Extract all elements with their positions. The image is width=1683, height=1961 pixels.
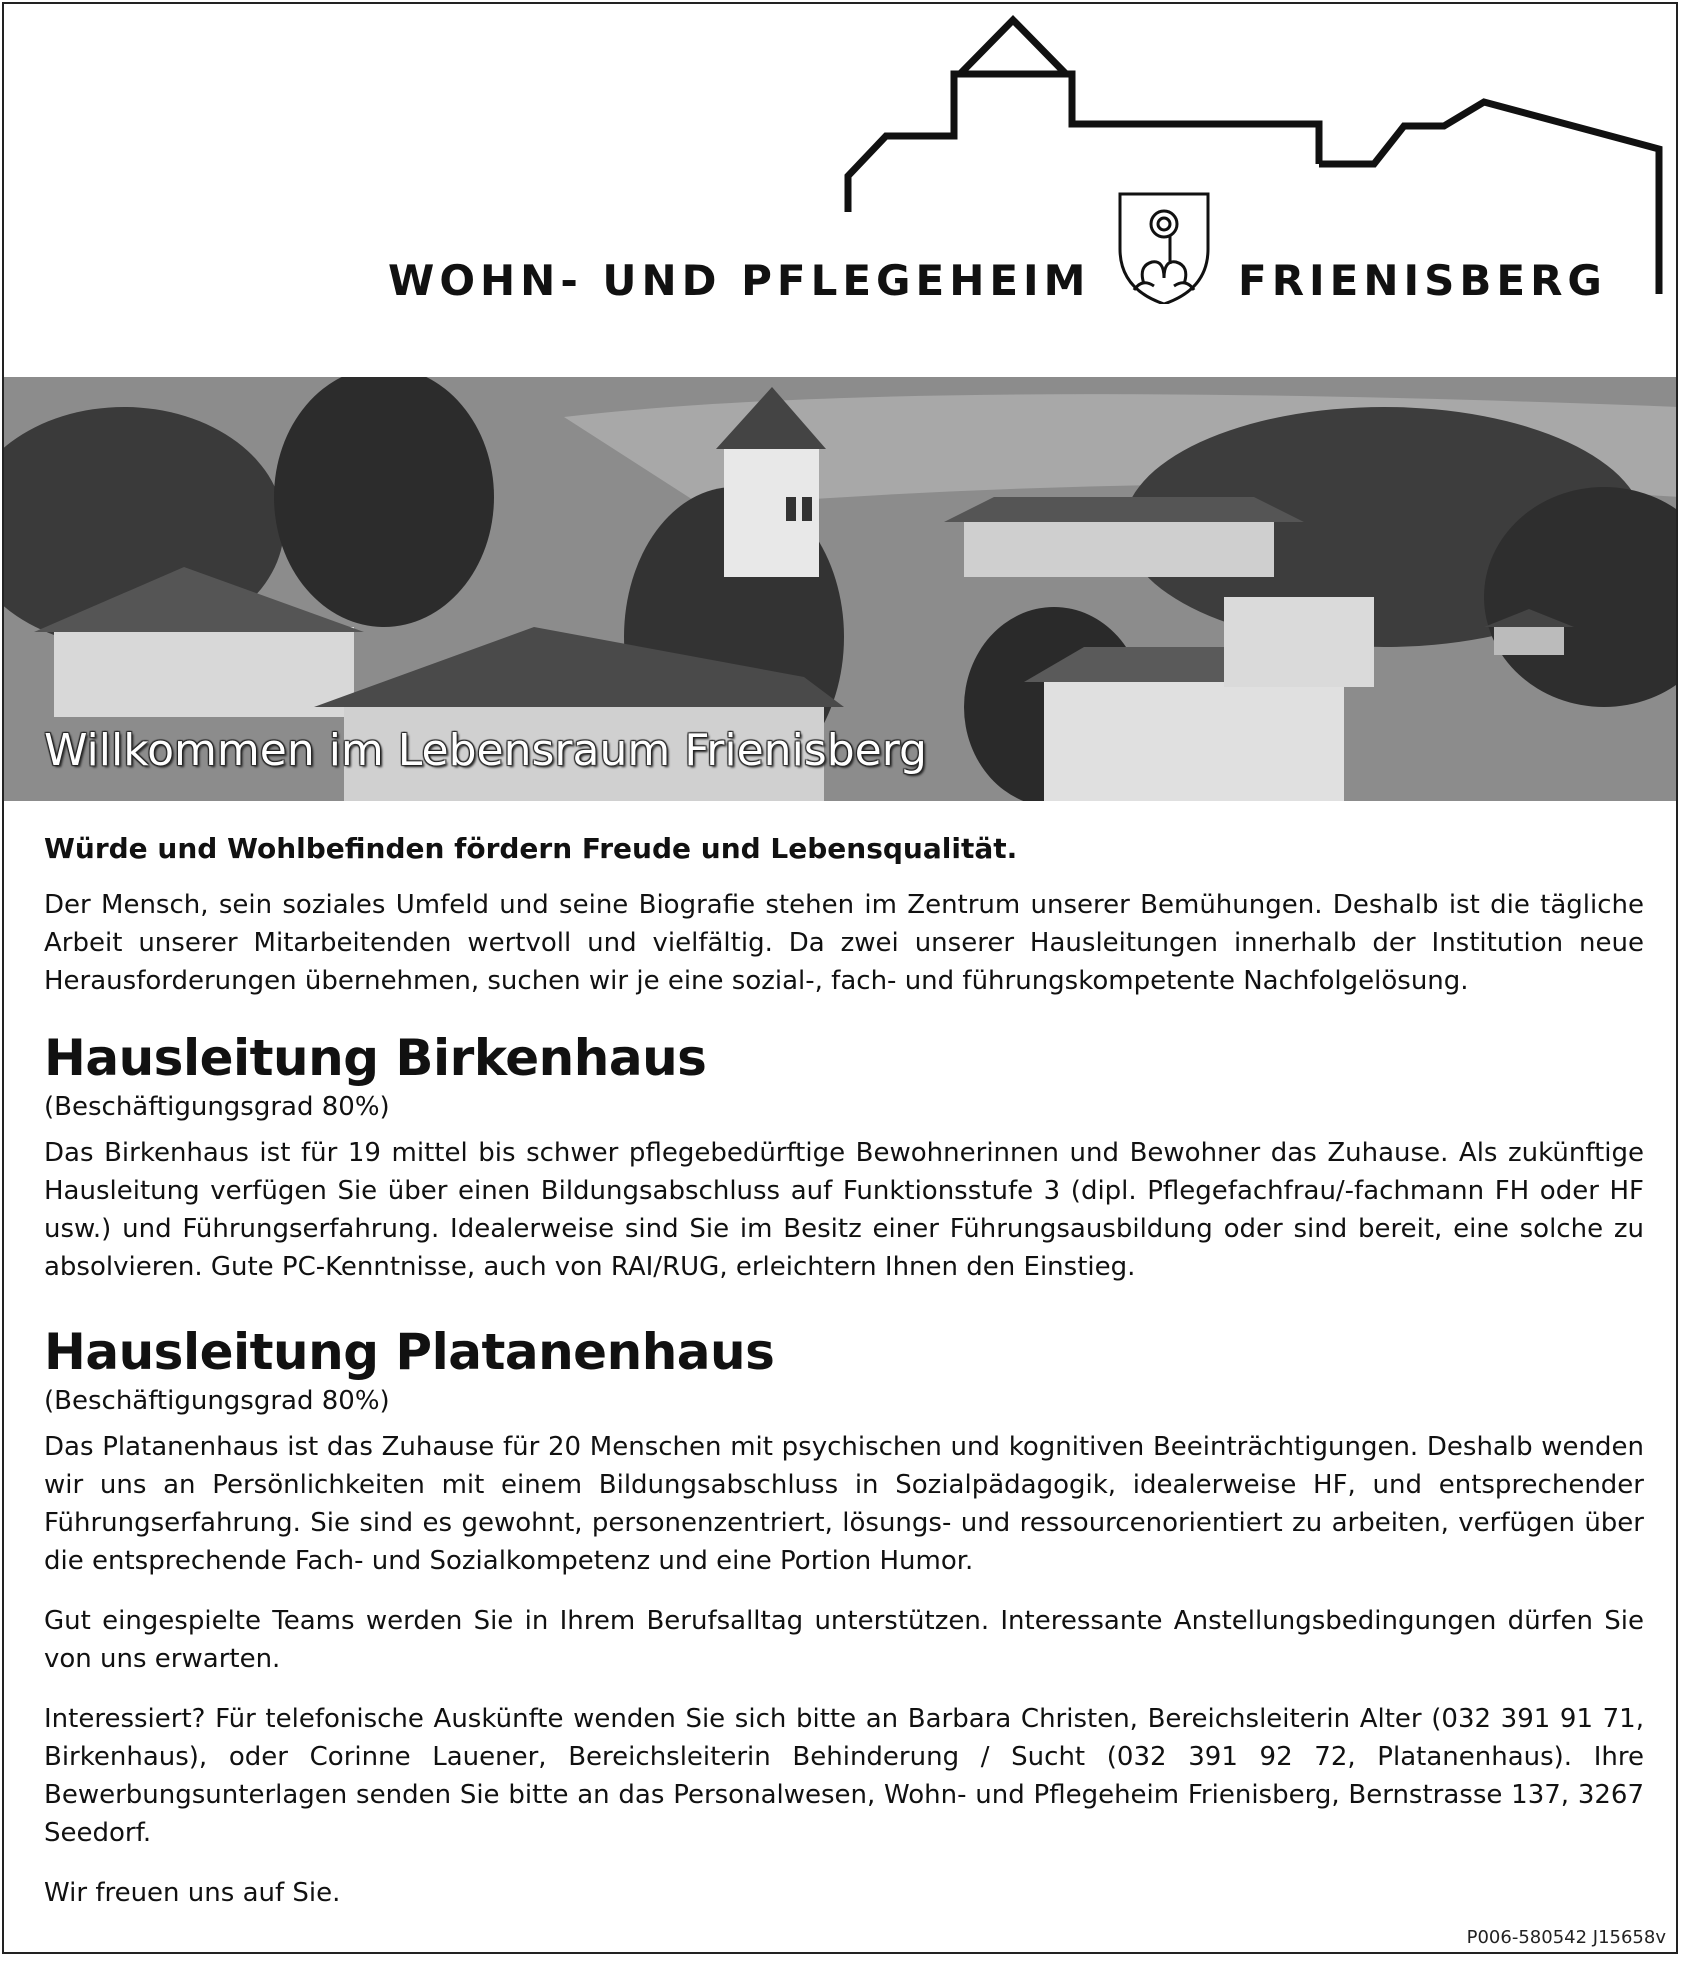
logo-text-left: WOHN- UND PFLEGEHEIM — [388, 256, 1091, 305]
job-title-platanenhaus: Hausleitung Platanenhaus — [44, 1323, 775, 1381]
intro-text: Der Mensch, sein soziales Umfeld und seine Biografie stehen im Zentrum unserer Bemühungen. Deshalb ist die tägliche Arbeit unserer Mitarbeitenden wertvoll und vielfältig. Da zwei unserer Hausleitungen innerhalb der Institution neue Herausforderungen übernehmen, suchen wir je eine sozial-, fach- und führungskompetente Nachfolgelösung. — [44, 890, 1644, 996]
teams-text: Gut eingespielte Teams werden Sie in Ihrem Berufsalltag unterstützen. Interessante Anstellungsbedingungen dürfen Sie von uns erwarten. — [44, 1606, 1644, 1674]
job-text-platanenhaus: Das Platanenhaus ist das Zuhause für 20 Menschen mit psychischen und kognitiven Beeinträchtigungen. Deshalb wenden wir uns an Persönlichkeiten mit einem Bildungsabschluss in Sozialpädagogik, idealerweise HF, und entsprechender Führungserfahrung. Sie sind es gewohnt, personenzentriert, lösungs- und ressourcenorientiert zu arbeiten, verfügen über die entsprechende Fach- und Sozialkompetenz und eine Portion Humor. — [44, 1432, 1644, 1576]
job-grade-platanenhaus: (Beschäftigungsgrad 80%) — [44, 1386, 390, 1416]
contact-text: Interessiert? Für telefonische Auskünfte wenden Sie sich bitte an Barbara Christen, Bereichsleiterin Alter (032 391 91 71, Birkenhaus), oder Corinne Lauener, Bereichsleiterin Behinderung / Sucht (032 391 92 72, Platanenhaus). Ihre Bewerbungsunterlagen senden Sie bitte an das Personalwesen, Wohn- und Pflegeheim Frienisberg, Bernstrasse 137, 3267 Seedorf. — [44, 1704, 1644, 1848]
reference-code: P006-580542 J15658v — [1466, 1927, 1666, 1948]
village-photo — [4, 377, 1678, 801]
job-text-birkenhaus: Das Birkenhaus ist für 19 mittel bis schwer pflegebedürftige Bewohnerinnen und Bewohner das Zuhause. Als zukünftige Hausleitung verfügen Sie über einen Bildungsabschluss auf Funktionsstufe 3 (dipl. Pflegefachfrau/-fachmann FH oder HF usw.) und Führungserfahrung. Idealerweise sind Sie im Besitz einer Führungsausbildung oder sind bereit, eine solche zu absolvieren. Gute PC-Kenntnisse, auch von RAI/RUG, erleichtern Ihnen den Einstieg. — [44, 1138, 1644, 1282]
intro-headline: Würde und Wohlbefinden fördern Freude und Lebensqualität. — [44, 832, 1018, 865]
logo-text-right: FRIENISBERG — [1238, 256, 1607, 305]
greeting-text: Wir freuen uns auf Sie. — [44, 1878, 341, 1908]
job-title-birkenhaus: Hausleitung Birkenhaus — [44, 1029, 707, 1087]
job-grade-birkenhaus: (Beschäftigungsgrad 80%) — [44, 1092, 390, 1122]
ad-content — [44, 830, 1644, 1926]
header — [4, 4, 1678, 376]
photo-caption: Willkommen im Lebensraum Frienisberg — [44, 725, 927, 776]
job-advertisement — [2, 2, 1678, 1954]
